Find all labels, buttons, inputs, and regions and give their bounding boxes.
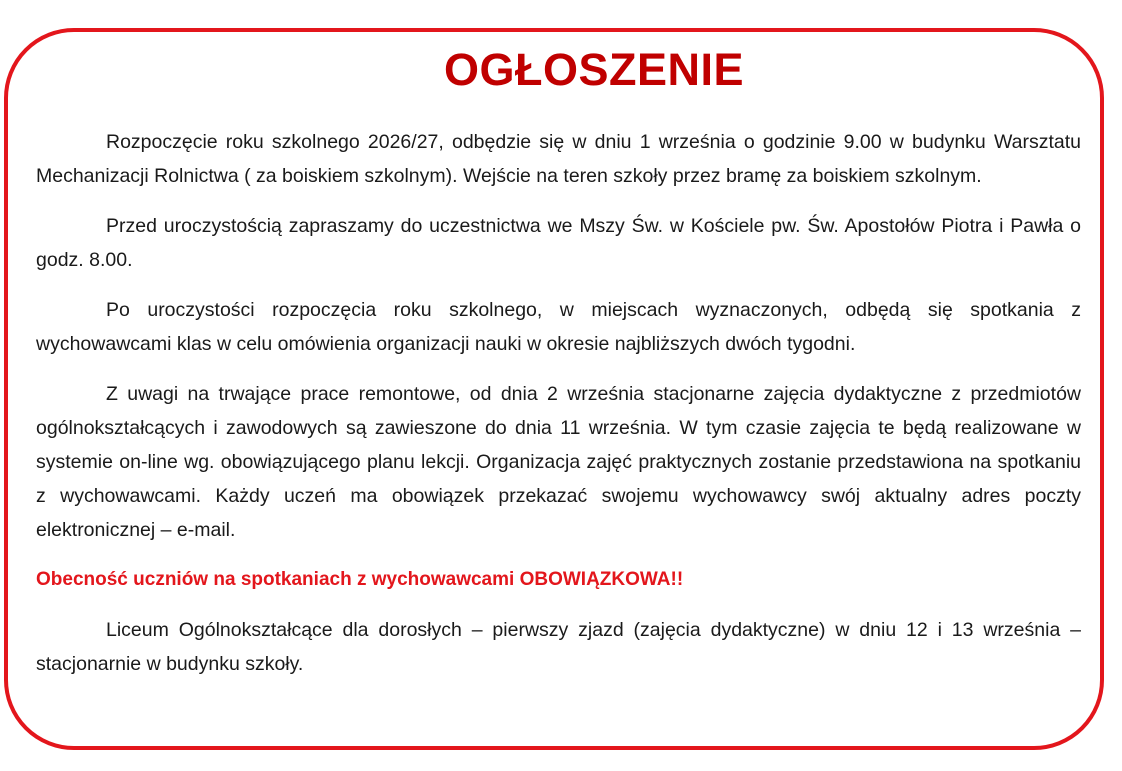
paragraph-renovation-online-classes: Z uwagi na trwające prace remontowe, od dnia 2 września stacjonarne zajęcia dydaktyczne z przedmiotów ogólnokształcących i zawodowych są zawieszone do dnia 11 września. W tym czasie zajęcia te będą realizowane w systemie on-line wg. obowiązującego planu lekcji. Organizacja zajęć praktycznych zostanie przedstawiona na spotkaniu z wychowawcami. Każdy uczeń ma obowiązek przekazać swojemu wychowawcy swój aktualny adres poczty elektronicznej – e-mail. (36, 383, 1081, 541)
paragraph-adult-high-school: Liceum Ogólnokształcące dla dorosłych – pierwszy zjazd (zajęcia dydaktyczne) w dniu 12 i 13 września – stacjonarnie w budynku szkoły. (36, 619, 1081, 675)
notice-title: OGŁOSZENIE (443, 44, 745, 95)
notice-body (36, 125, 1081, 697)
paragraph-class-meetings: Po uroczystości rozpoczęcia roku szkolnego, w miejscach wyznaczonych, odbędą się spotkania z wychowawcami klas w celu omówienia organizacji nauki w okresie najbliższych dwóch tygodni. (36, 299, 1081, 355)
mandatory-attendance-notice: Obecność uczniów na spotkaniach z wychowawcami OBOWIĄZKOWA!! (36, 569, 684, 590)
paragraph-mass-invitation: Przed uroczystością zapraszamy do uczestnictwa we Mszy Św. w Kościele pw. Św. Apostołów Piotra i Pawła o godz. 8.00. (36, 215, 1081, 271)
paragraph-opening-ceremony: Rozpoczęcie roku szkolnego 2026/27, odbędzie się w dniu 1 września o godzinie 9.00 w budynku Warsztatu Mechanizacji Rolnictwa ( za boiskiem szkolnym). Wejście na teren szkoły przez bramę za boiskiem szkolnym. (36, 131, 1081, 187)
